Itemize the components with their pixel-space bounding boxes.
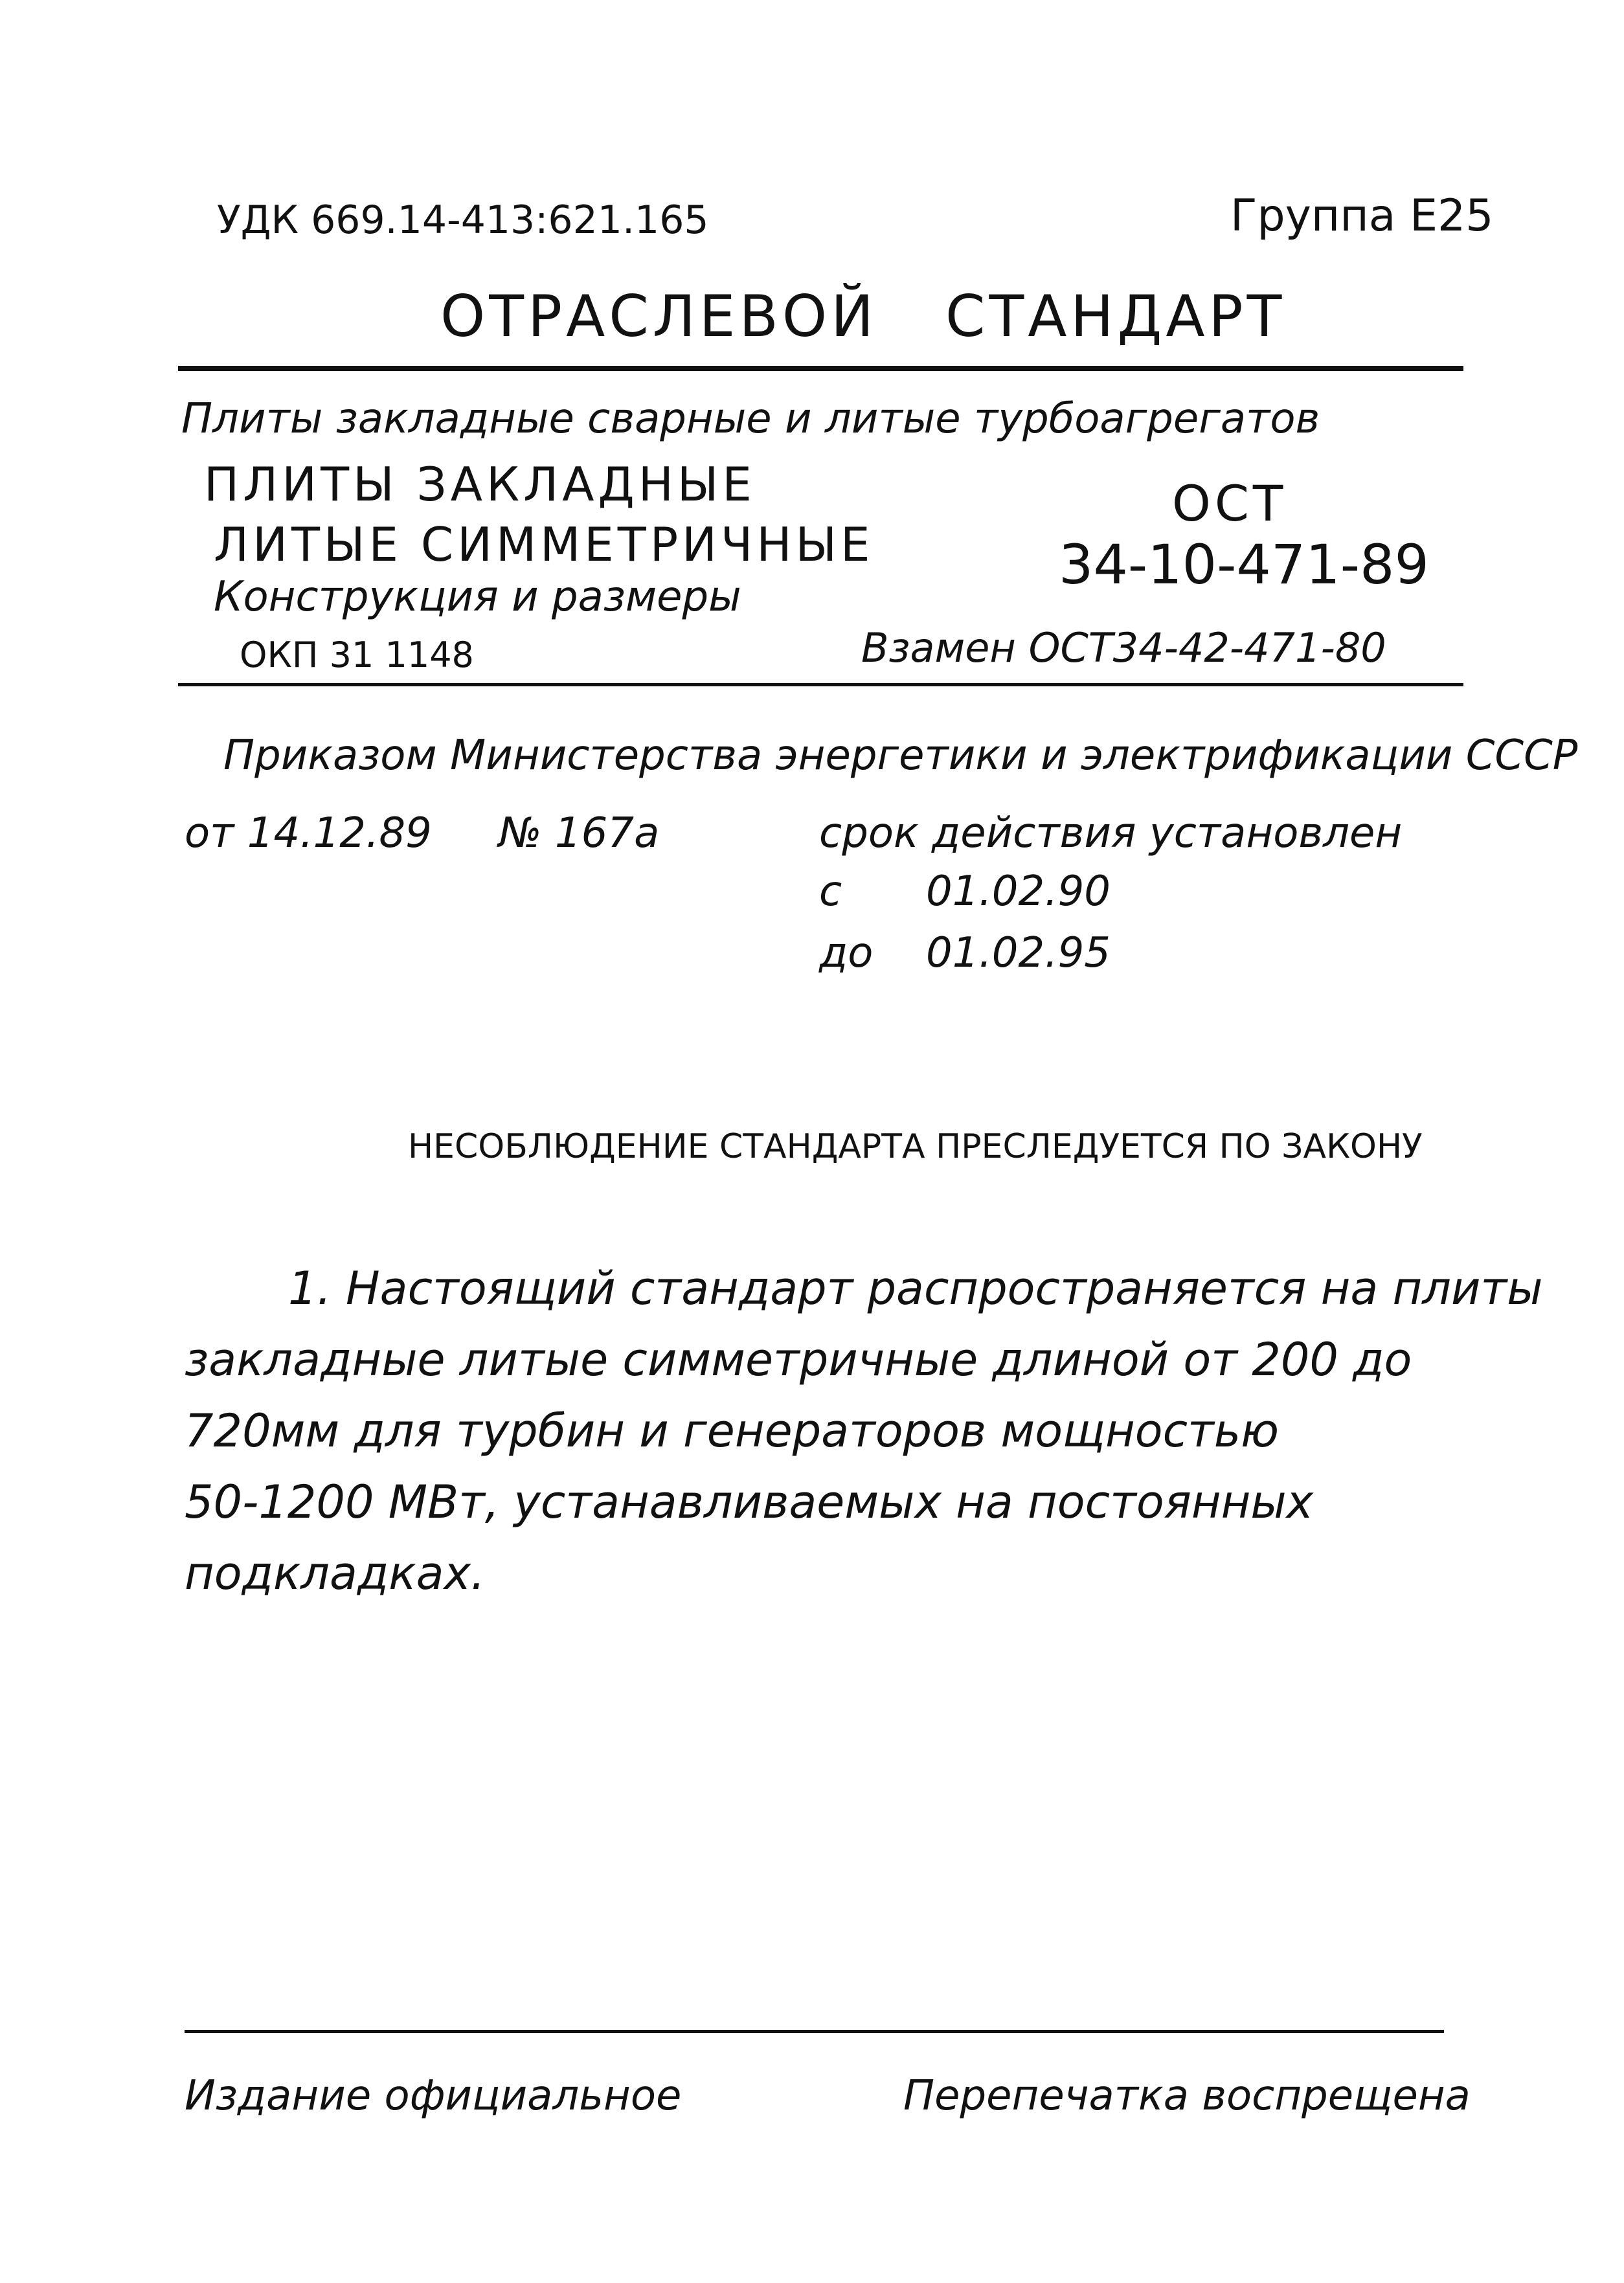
ost-label: ОСТ — [1172, 475, 1287, 532]
standard-name-line1: ПЛИТЫ ЗАКЛАДНЫЕ — [204, 457, 756, 512]
valid-from-label: с — [819, 868, 842, 916]
standard-name-line3: Конструкция и размеры — [214, 573, 741, 621]
standard-name-line2: ЛИТЫЕ СИММЕТРИЧНЫЕ — [214, 517, 874, 572]
footer-rule — [185, 2030, 1444, 2033]
valid-to-label: до — [819, 929, 874, 977]
order-number: № 167а — [499, 809, 660, 857]
title-left: ОТРАСЛЕВОЙ — [440, 283, 877, 350]
valid-to-date: 01.02.95 — [926, 929, 1111, 977]
order-line: Приказом Министерства энергетики и электрификации СССР — [223, 732, 1578, 780]
body-line5: подкладках. — [185, 1547, 486, 1600]
validity-label: срок действия установлен — [819, 809, 1403, 857]
body-line4: 50-1200 МВт, устанавливаемых на постоянных — [185, 1476, 1314, 1529]
subtitle: Плиты закладные сварные и литые турбоагрегатов — [181, 395, 1320, 443]
top-rule-thick — [178, 366, 1463, 371]
footer-official-edition: Издание официальное — [185, 2072, 682, 2120]
body-line3: 720мм для турбин и генераторов мощностью — [185, 1404, 1280, 1457]
legal-warning: НЕСОБЛЮДЕНИЕ СТАНДАРТА ПРЕСЛЕДУЕТСЯ ПО ЗАКОНУ — [408, 1127, 1423, 1166]
replaces-standard: Взамен ОСТ34-42-471-80 — [861, 624, 1386, 671]
valid-from-date: 01.02.90 — [926, 868, 1111, 916]
body-line1: 1. Настоящий стандарт распространяется на плиты — [288, 1262, 1543, 1315]
ost-number: 34-10-471-89 — [1059, 533, 1429, 596]
okp-code: ОКП 31 1148 — [240, 635, 474, 675]
footer-reprint-prohibited: Перепечатка воспрещена — [903, 2072, 1471, 2120]
body-line2: закладные литые симметричные длиной от 200 до — [185, 1333, 1412, 1386]
group-code: Группа Е25 — [1230, 190, 1494, 242]
udk-code: УДК 669.14-413:621.165 — [217, 197, 709, 243]
order-date: от 14.12.89 — [185, 809, 432, 857]
bottom-rule — [178, 683, 1463, 686]
title-right: СТАНДАРТ — [945, 283, 1286, 350]
